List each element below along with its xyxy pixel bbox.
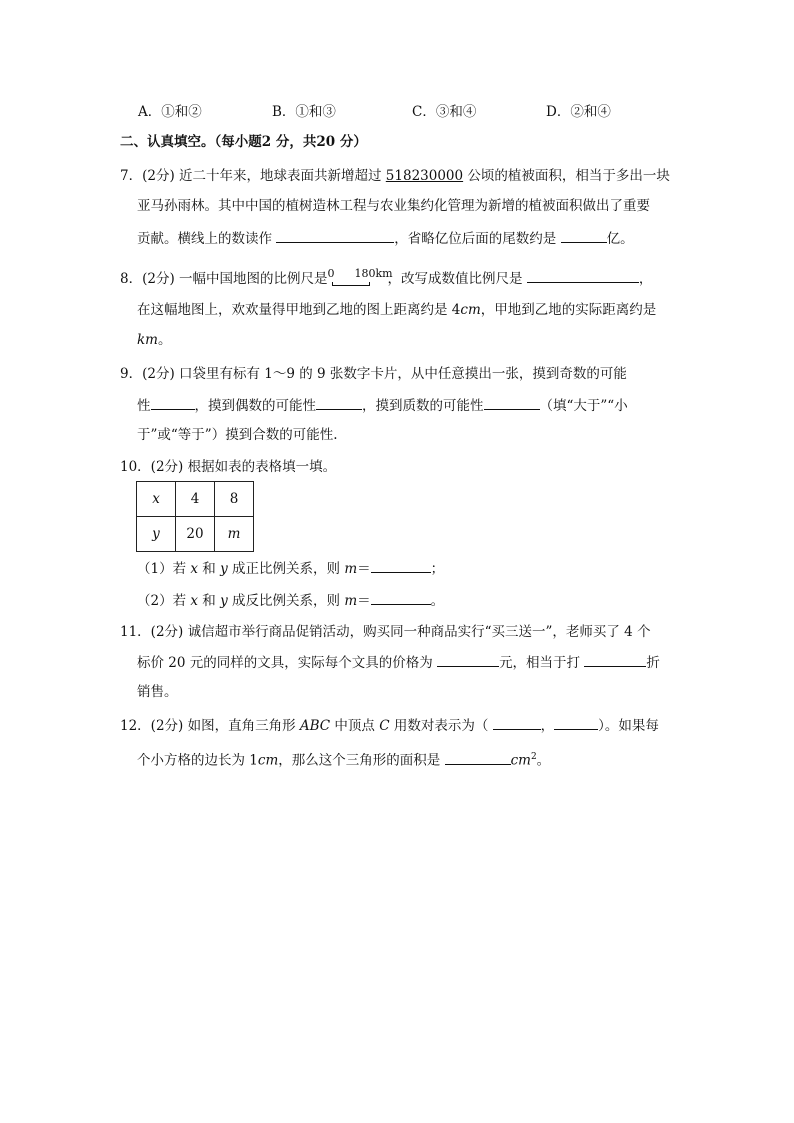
option-b: B．①和③ <box>272 104 336 120</box>
text: ，那么这个三角形的面积是 <box>278 752 445 769</box>
text: （2）若 <box>137 593 191 609</box>
table-cell: 8 <box>215 482 254 517</box>
text: 。 <box>536 752 551 769</box>
table-row <box>137 482 254 517</box>
table-cell: 4 <box>176 482 215 517</box>
answer-blank[interactable] <box>151 395 195 410</box>
table-cell: y <box>137 517 176 552</box>
var: m <box>344 593 358 609</box>
q9-line3: 于”或“等于”）摸到合数的可能性. <box>137 427 338 443</box>
q8-line3 <box>137 330 171 350</box>
q10-title: 10．(2分) 根据如表的表格填一填。 <box>120 459 337 475</box>
answer-blank[interactable] <box>371 590 431 605</box>
table-cell: x <box>137 482 176 517</box>
text: 贡献。横线上的数读作 <box>137 231 277 247</box>
text: ， <box>638 271 653 287</box>
text: ＝ <box>357 561 371 577</box>
q10-sub1 <box>137 558 444 579</box>
answer-blank[interactable] <box>527 268 639 283</box>
table-cell: m <box>215 517 254 552</box>
text: 性 <box>137 398 151 414</box>
option-a: A．①和② <box>138 104 202 120</box>
scale-bar-icon <box>327 266 393 290</box>
text: ； <box>430 561 445 577</box>
var: x <box>190 593 199 609</box>
text: 成反比例关系，则 <box>227 593 345 609</box>
answer-blank[interactable] <box>584 652 646 667</box>
text: 7．(2分) 近二十年来，地球表面共新增超过 <box>120 168 386 184</box>
answer-blank[interactable] <box>493 715 541 730</box>
q7-number: 518230000 <box>385 168 464 184</box>
text: ，摸到质数的可能性 <box>362 398 484 414</box>
q7-line1 <box>120 166 670 186</box>
answer-blank[interactable] <box>554 715 598 730</box>
answer-blank[interactable] <box>561 228 607 243</box>
unit: cm <box>460 302 481 318</box>
text: 公顷的植被面积，相当于多出一块 <box>463 168 670 184</box>
text: 中顶点 <box>330 718 380 734</box>
answer-blank[interactable] <box>484 395 540 410</box>
answer-blank[interactable] <box>445 750 511 765</box>
unit: km <box>137 332 158 348</box>
q11-line1: 11．(2分) 诚信超市举行商品促销活动，购买同一种商品实行“买三送一”，老师买了 4 个 <box>120 624 651 640</box>
var: y <box>220 593 228 609</box>
text: 个小方格的边长为 1 <box>137 752 258 769</box>
table-row <box>137 517 254 552</box>
text: 在这幅地图上，欢欢量得甲地到乙地的图上距离约是 4 <box>137 302 461 318</box>
superscript: 2 <box>530 752 537 762</box>
var: x <box>190 561 199 577</box>
q8-line1 <box>120 268 652 290</box>
section-title: 二、认真填空。（每小题2 分，共20 分） <box>120 134 367 150</box>
text: 元，相当于打 <box>499 655 585 671</box>
var: m <box>344 561 358 577</box>
text: ，省略亿位后面的尾数约是 <box>394 231 561 247</box>
q9-line1: 9．(2分) 口袋里有标有 1～9 的 9 张数字卡片，从中任意摸出一张，摸到奇数的可能 <box>120 366 627 382</box>
unit: cm <box>510 752 531 769</box>
var: y <box>220 561 228 577</box>
table-cell: 20 <box>176 517 215 552</box>
q7-line2: 亚马孙雨林。其中中国的植树造林工程与农业集约化管理为新增的植被面积做出了重要 <box>137 198 650 214</box>
text: 折 <box>646 655 660 671</box>
text: ）。如果每 <box>598 718 659 734</box>
text: 用数对表示为（ <box>389 718 493 734</box>
var: C <box>379 718 390 734</box>
scale-label: 0 <box>327 266 335 280</box>
q8-line2 <box>137 300 656 320</box>
text: 8．(2分) 一幅中国地图的比例尺是 <box>120 271 328 287</box>
text: 和 <box>198 561 221 577</box>
text: ， <box>540 718 555 734</box>
q9-line2 <box>137 395 628 416</box>
q10-sub2 <box>137 590 444 611</box>
text: 标价 20 元的同样的文具，实际每个文具的价格为 <box>137 655 438 671</box>
answer-blank[interactable] <box>437 652 499 667</box>
text: 和 <box>198 593 221 609</box>
q7-line3 <box>137 228 634 249</box>
unit: cm <box>257 752 279 769</box>
answer-blank[interactable] <box>276 228 394 243</box>
text: （填“大于”“小 <box>539 398 628 414</box>
text: 成正比例关系，则 <box>227 561 345 577</box>
var: ABC <box>299 718 331 734</box>
answer-blank[interactable] <box>316 395 362 410</box>
q12-line2 <box>137 747 550 771</box>
text: ＝ <box>357 593 371 609</box>
q11-line2 <box>137 652 660 673</box>
option-d: D．②和④ <box>546 104 611 120</box>
xy-table <box>136 481 254 552</box>
text: ，改写成数值比例尺是 <box>387 271 527 287</box>
text: （1）若 <box>137 561 191 577</box>
option-c: C．③和④ <box>412 104 477 120</box>
text: 12．(2分) 如图，直角三角形 <box>120 718 300 734</box>
text: 。 <box>157 332 172 348</box>
q11-line3: 销售。 <box>137 684 178 700</box>
text: ，摸到偶数的可能性 <box>194 398 316 414</box>
scale-line <box>332 282 370 286</box>
text: ，甲地到乙地的实际距离约是 <box>480 302 657 318</box>
text: 。 <box>430 593 445 609</box>
answer-blank[interactable] <box>371 558 431 573</box>
q12-line1 <box>120 715 659 736</box>
text: 亿。 <box>606 231 634 247</box>
scale-label: 180km <box>354 266 393 280</box>
